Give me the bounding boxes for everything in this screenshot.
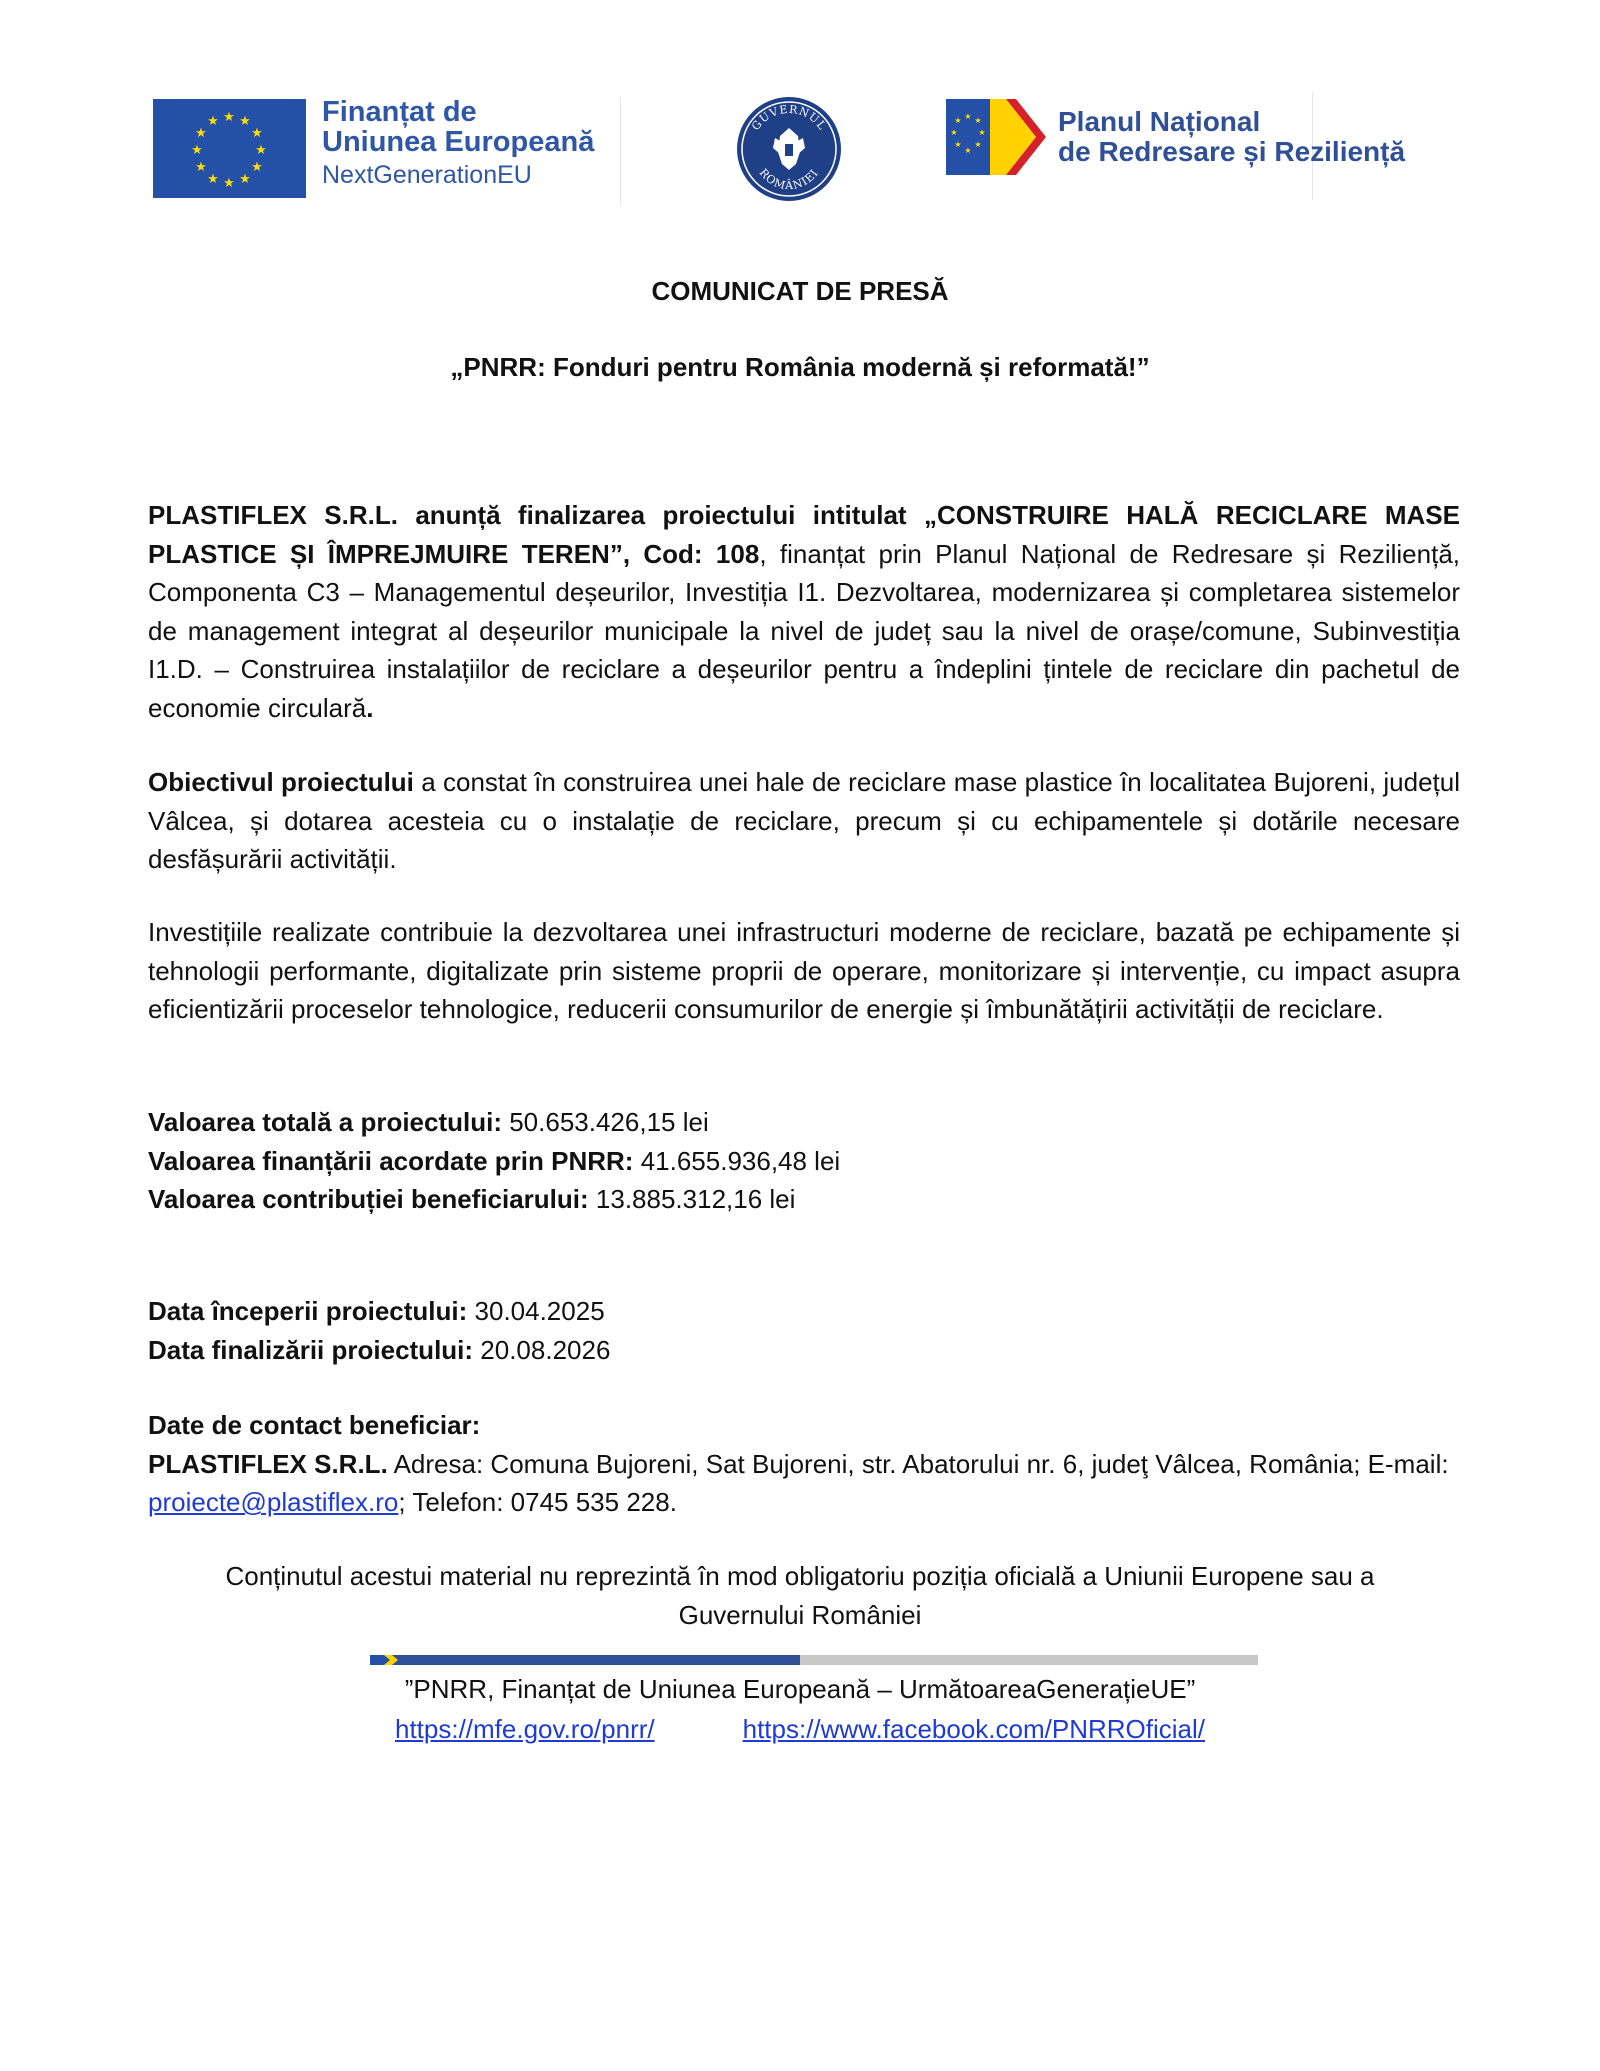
disclaimer: Conținutul acestui material nu reprezintă în mod obligatoriu poziția oficială a Uniunii Europene sau a Guvernului României — [225, 1561, 1375, 1630]
svg-text:★: ★ — [207, 172, 219, 187]
total-value: 50.653.426,15 lei — [502, 1107, 709, 1137]
end-date-label: Data finalizării proiectului: — [148, 1334, 474, 1365]
end-date-row — [148, 1331, 610, 1370]
eu-flag-icon — [153, 99, 306, 198]
gov-logo-top-text: GUVERNUL — [749, 102, 830, 133]
svg-text:★: ★ — [195, 126, 207, 141]
svg-text:★: ★ — [195, 160, 207, 175]
logo-divider — [620, 97, 621, 205]
total-value-row — [148, 1103, 840, 1142]
mfe-pnrr-link[interactable]: https://mfe.gov.ro/pnrr/ — [394, 1714, 655, 1744]
announcement-end: . — [366, 692, 374, 723]
svg-text:★: ★ — [978, 128, 986, 137]
footer-divider-bar — [370, 1655, 1258, 1665]
page-subtitle: „PNRR: Fonduri pentru România modernă și reformată!” — [450, 352, 1150, 382]
paragraph-objective — [148, 763, 1460, 879]
eu-logo-line1: Finanțat de — [322, 96, 477, 128]
start-date-row — [148, 1292, 610, 1331]
eu-logo-line3: NextGenerationEU — [322, 160, 532, 189]
start-date-label: Data începerii proiectului: — [148, 1296, 468, 1326]
end-date: 20.08.2026 — [473, 1334, 611, 1365]
total-value-label: Valoarea totală a proiectului: — [148, 1107, 502, 1137]
footer-links — [0, 1714, 1600, 1745]
contact-email-link[interactable]: proiecte@plastiflex.ro — [148, 1487, 399, 1517]
announcement-bold-lead: PLASTIFLEX S.R.L. anunță finalizarea proiectului intitulat „CONSTRUIRE HALĂ RECICLARE MASE PLASTICE ȘI ÎMPREJMUIRE TEREN”, Cod: 108 — [148, 500, 1460, 569]
svg-text:★: ★ — [191, 143, 203, 158]
pnrr-logo-line1: Planul Național — [1058, 106, 1261, 137]
project-dates — [148, 1292, 610, 1369]
pnrr-logo-text — [1058, 107, 1405, 167]
pnrr-logo — [946, 97, 1420, 189]
svg-text:★: ★ — [223, 110, 235, 125]
eu-logo-text — [322, 97, 594, 188]
svg-text:★: ★ — [251, 126, 263, 141]
svg-text:★: ★ — [954, 140, 962, 149]
eu-funding-logo — [150, 97, 625, 199]
paragraph-announcement — [148, 496, 1460, 727]
footer-bar-gray — [800, 1655, 1258, 1665]
svg-text:★: ★ — [974, 116, 982, 125]
svg-text:★: ★ — [964, 112, 972, 121]
pnrr-value-label: Valoarea finanțării acordate prin PNRR: — [148, 1145, 634, 1176]
paragraph-investments: Investițiile realizate contribuie la dezvoltarea unei infrastructuri moderne de reciclare, bazată pe echipamente și tehnologii performante, digitalizate prin sisteme proprii de operare, monitorizare și intervenție, cu impact asupra eficientizării proceselor tehnologice, reducerii consumurilor de energie și îmbunătățirii activității de reciclare. — [148, 917, 1460, 1024]
svg-text:★: ★ — [207, 114, 219, 129]
svg-text:★: ★ — [964, 146, 972, 155]
logo-bar — [150, 92, 1420, 204]
gov-logo-bottom-text: ROMÂNIEI — [756, 166, 822, 193]
svg-text:★: ★ — [239, 114, 251, 129]
contribution-value-label: Valoarea contribuției beneficiarului: — [148, 1184, 589, 1214]
page-title: COMUNICAT DE PRESĂ — [651, 276, 949, 306]
eu-logo-line2: Uniunea Europeană — [322, 126, 595, 159]
footer-bar-blue — [370, 1655, 800, 1665]
project-values — [148, 1103, 840, 1219]
start-date: 30.04.2025 — [467, 1296, 605, 1326]
romanian-government-logo — [730, 92, 848, 204]
svg-text:★: ★ — [954, 116, 962, 125]
footer-arrow-icon — [370, 1655, 410, 1665]
svg-text:★: ★ — [255, 143, 267, 158]
objective-bold-lead: Obiectivul proiectului — [148, 767, 414, 797]
svg-text:★: ★ — [239, 172, 251, 187]
contact-company: PLASTIFLEX S.R.L. — [148, 1448, 388, 1479]
contact-phone: ; Telefon: 0745 535 228. — [398, 1487, 677, 1517]
svg-text:★: ★ — [974, 140, 982, 149]
contact-address: Adresa: Comuna Bujoreni, Sat Bujoreni, str. Abatorului nr. 6, judeţ Vâlcea, România; E-mail: — [387, 1448, 1449, 1479]
footer-slogan: ”PNRR, Finanțat de Uniunea Europeană – UrmătoareaGenerațieUE” — [404, 1674, 1196, 1704]
svg-text:★: ★ — [950, 128, 958, 137]
announcement-body: , finanțat prin Planul Național de Redresare și Reziliență, Componenta C3 – Managementul deșeurilor, Investiția I1. Dezvoltarea, modernizarea și completarea sistemelor de management integrat al deșeurilor municipale la nivel de județ sau la nivel de orașe/comune, Subinvestiția I1.D. – Construirea instalațiilor de reciclare a deșeurilor pentru a îndeplini țintele de reciclare din pachetul de economie circulară — [148, 538, 1460, 723]
svg-text:★: ★ — [223, 176, 235, 191]
contact-details — [148, 1445, 1460, 1522]
facebook-pnrr-link[interactable]: https://www.facebook.com/PNRROficial/ — [742, 1714, 1205, 1744]
objective-body: a constat în construirea unei hale de reciclare mase plastice în localitatea Bujoreni, județul Vâlcea, și dotarea acesteia cu o instalație de reciclare, precum și cu echipamentele și dotările necesare desfășurării activității. — [148, 767, 1460, 874]
svg-text:★: ★ — [251, 160, 263, 175]
contribution-value-row — [148, 1180, 840, 1219]
pnrr-logo-line2: de Redresare și Reziliență — [1058, 136, 1406, 168]
pnrr-value: 41.655.936,48 lei — [633, 1145, 841, 1176]
pnrr-flag-arrow-icon — [946, 97, 1056, 177]
contact-section — [148, 1406, 1460, 1522]
pnrr-value-row — [148, 1142, 840, 1181]
contribution-value: 13.885.312,16 lei — [588, 1184, 796, 1214]
contact-heading: Date de contact beneficiar: — [148, 1410, 481, 1440]
contact-heading-row — [148, 1406, 1460, 1445]
